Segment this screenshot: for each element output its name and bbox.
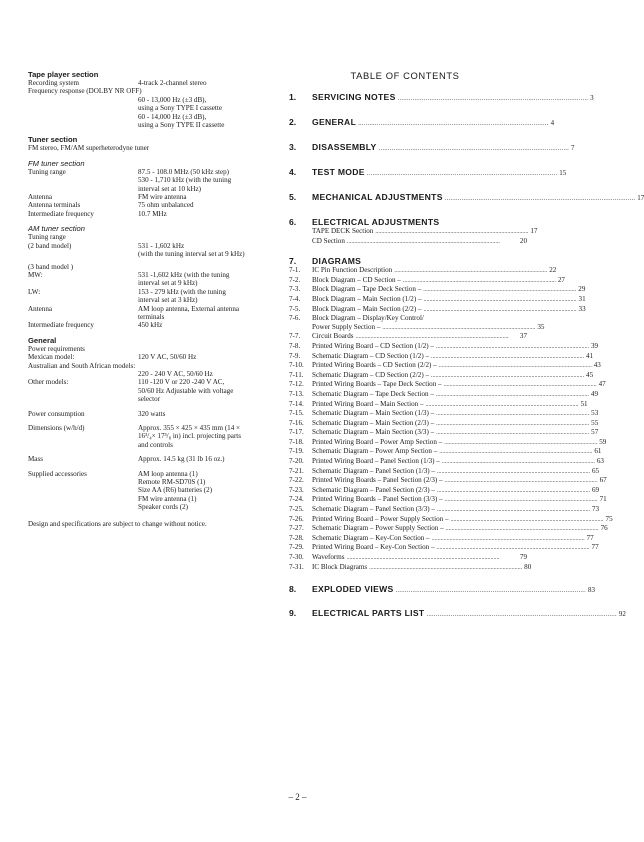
- toc-entry[interactable]: [289, 380, 606, 390]
- toc-entry[interactable]: [289, 361, 601, 371]
- entry-title: Block Diagram – CD Section –: [312, 275, 401, 284]
- toc-entry[interactable]: [289, 237, 527, 247]
- dot-leader: ......................................................................................................: [369, 564, 523, 571]
- toc-entry[interactable]: [289, 275, 565, 286]
- dot-leader: ......................................................................................................: [441, 459, 595, 466]
- entry-page: 79: [519, 553, 527, 561]
- toc-entry[interactable]: [289, 409, 599, 419]
- toc-entry[interactable]: [289, 351, 594, 362]
- spec-value: selector: [138, 395, 161, 404]
- entry-page: 33: [578, 304, 586, 313]
- chapter-number: 8.: [289, 584, 297, 595]
- spec-value: 220 - 240 V AC, 50/60 Hz: [138, 369, 213, 378]
- entry-title: Printed Wiring Boards – Tape Deck Section –: [312, 380, 442, 389]
- entry-title: Schematic Diagram – CD Section (2/2) –: [312, 370, 430, 379]
- toc-entry[interactable]: [289, 485, 600, 496]
- specifications-column: [28, 70, 278, 528]
- entry-page: 75: [605, 514, 613, 523]
- entry-number: 7-12.: [289, 380, 304, 389]
- entry-number: 7-24.: [289, 495, 304, 504]
- entry-page: 55: [591, 418, 599, 427]
- toc-entry[interactable]: [289, 514, 613, 525]
- entry-title: IC Pin Function Description: [312, 266, 393, 275]
- toc-entry[interactable]: [289, 399, 588, 410]
- entry-page: 43: [593, 361, 601, 370]
- tape-section-heading: Tape player section: [28, 70, 99, 79]
- entry-page: 47: [598, 380, 606, 389]
- toc-chapter[interactable]: [289, 92, 594, 104]
- entry-page: 59: [599, 437, 607, 446]
- toc-entry[interactable]: [289, 341, 599, 352]
- entry-page: 41: [586, 351, 594, 360]
- dot-leader: ......................................................................................................: [436, 420, 590, 427]
- toc-entry[interactable]: [289, 553, 527, 563]
- entry-title: Schematic Diagram – Tape Deck Section –: [312, 389, 434, 398]
- dot-leader: ......................................................................................................: [431, 535, 585, 542]
- chapter-title: DIAGRAMS: [312, 256, 362, 267]
- entry-number: 7-17.: [289, 428, 304, 437]
- chapter-number: 2.: [289, 117, 297, 127]
- spec-value: Size AA (R6) batteries (2): [138, 486, 213, 495]
- chapter-6-entries: [289, 227, 538, 246]
- dot-leader: ......................................................................................................: [346, 555, 500, 561]
- chapter-page: 92: [618, 610, 626, 619]
- dot-leader: ......................................................................................................: [423, 306, 577, 313]
- dot-leader: ......................................................................................................: [436, 487, 590, 494]
- toc-entry[interactable]: [289, 428, 599, 438]
- dot-leader: ......................................................................................................: [394, 268, 548, 275]
- spec-value: AM loop antenna, External antenna: [138, 304, 240, 313]
- toc-entry[interactable]: [289, 457, 604, 467]
- entry-number: 7-20.: [289, 457, 304, 466]
- spec-label: Australian and South African models:: [28, 361, 136, 370]
- spec-value: Speaker cords (2): [138, 503, 189, 512]
- entry-title: Block Diagram – Display/Key Control/: [312, 314, 424, 323]
- entry-page: 45: [586, 370, 594, 379]
- dot-leader: ......................................................................................................: [444, 478, 598, 485]
- spec-label: Other models:: [28, 378, 69, 387]
- entry-number: 7-18.: [289, 437, 304, 446]
- entry-number: 7-19.: [289, 447, 304, 456]
- entry-title: Schematic Diagram – Power Supply Section –: [312, 524, 444, 533]
- spec-value: Approx. 355 × 425 × 435 mm (14 ×: [138, 424, 241, 432]
- entry-title: TAPE DECK Section: [312, 227, 374, 235]
- entry-number: 7-27.: [289, 524, 304, 533]
- spec-value: 450 kHz: [138, 321, 163, 330]
- spec-value: 50/60 Hz Adjustable with voltage: [138, 386, 234, 395]
- entry-page: 80: [524, 562, 532, 571]
- spec-label: Mass: [28, 455, 43, 464]
- spec-value: 4-track 2-channel stereo: [138, 79, 207, 87]
- spec-value: 16³/₄× 17³/₈ in) incl. projecting parts: [138, 432, 242, 441]
- chapter-title: SERVICING NOTES: [312, 92, 396, 102]
- spec-value: and controls: [138, 440, 173, 449]
- entry-title: Power Supply Section –: [312, 322, 381, 331]
- spec-value: 87.5 - 108.0 MHz (50 kHz step): [138, 167, 230, 176]
- entry-page: 17: [530, 227, 538, 235]
- entry-title: Waveforms: [312, 553, 345, 561]
- entry-page: 57: [591, 428, 599, 437]
- spec-value: Approx. 14.5 kg (31 lb 16 oz.): [138, 455, 225, 464]
- entry-page: 20: [519, 236, 527, 245]
- entry-page: 39: [590, 341, 599, 350]
- dot-leader: ......................................................................................................: [450, 516, 604, 523]
- dot-leader: ......................................................................................................: [426, 612, 617, 619]
- spec-label: Power requirements: [28, 344, 85, 353]
- toc-chapter[interactable]: [289, 256, 527, 266]
- entry-title: Schematic Diagram – Key-Con Section –: [312, 533, 430, 542]
- entry-number: 7-21.: [289, 466, 304, 475]
- dot-leader: ......................................................................................................: [431, 353, 585, 360]
- chapter-title: EXPLODED VIEWS: [312, 584, 394, 595]
- dot-leader: ......................................................................................................: [346, 238, 500, 245]
- chapter-page: 17: [637, 194, 644, 202]
- chapter-title: ELECTRICAL ADJUSTMENTS: [312, 217, 440, 227]
- disclaimer-note: Design and specifications are subject to change without notice.: [28, 519, 207, 528]
- entry-page: 71: [599, 495, 607, 504]
- dot-leader: ......................................................................................................: [436, 468, 590, 475]
- entry-title: Printed Wiring Board – Key-Con Section –: [312, 543, 435, 552]
- entry-number: 7-30.: [289, 553, 304, 561]
- dot-leader: ......................................................................................................: [431, 372, 585, 379]
- spec-row: [28, 79, 278, 87]
- toc-chapter[interactable]: [289, 167, 567, 179]
- entry-page: 31: [578, 294, 586, 303]
- dot-leader: ......................................................................................................: [444, 439, 598, 446]
- chapter-page: 7: [571, 144, 575, 152]
- entry-page: 67: [599, 476, 607, 485]
- chapter-title: MECHANICAL ADJUSTMENTS: [312, 192, 443, 202]
- entry-number: 7-10.: [289, 361, 304, 370]
- entry-title: Block Diagram – Tape Deck Section –: [312, 285, 422, 294]
- toc-entry[interactable]: [289, 495, 607, 505]
- entry-page: 65: [591, 466, 600, 475]
- spec-value: 531 - 1,602 kHz: [138, 241, 185, 250]
- spec-value: using a Sony TYPE I cassette: [138, 104, 222, 113]
- entry-number: 7-7.: [289, 332, 301, 341]
- dot-leader: ......................................................................................................: [382, 324, 536, 331]
- toc-entry[interactable]: [289, 294, 586, 305]
- entry-title: Printed Wiring Boards – CD Section (2/2) –: [312, 361, 437, 370]
- entry-number: 7-25.: [289, 505, 304, 514]
- toc-entry[interactable]: [289, 524, 608, 534]
- entry-page: 53: [591, 409, 599, 418]
- entry-title: Printed Wiring Board – CD Section (1/2) –: [312, 341, 434, 350]
- dot-leader: ......................................................................................................: [402, 277, 556, 284]
- chapter-title: GENERAL: [312, 117, 357, 127]
- dot-leader: ......................................................................................................: [436, 430, 590, 437]
- dot-leader: ......................................................................................................: [444, 196, 636, 202]
- spec-label: MW:: [28, 270, 43, 279]
- spec-value: 153 - 279 kHz (with the tuning: [138, 287, 226, 296]
- chapter-page: 4: [550, 119, 555, 127]
- entry-number: 7-15.: [289, 409, 304, 418]
- spec-value: FM wire antenna (1): [138, 494, 197, 503]
- entry-title: Schematic Diagram – CD Section (1/2) –: [312, 351, 430, 360]
- tuner-section-heading: Tuner section: [28, 135, 78, 145]
- toc-entry[interactable]: [289, 466, 600, 477]
- spec-value: (with the tuning interval set at 9 kHz): [138, 250, 245, 259]
- am-tuner-heading: AM tuner section: [28, 224, 85, 234]
- spec-value: interval set at 10 kHz): [138, 184, 202, 193]
- toc-entry[interactable]: [289, 227, 538, 237]
- entry-number: 7-1.: [289, 266, 301, 275]
- general-section-heading: General: [28, 335, 57, 345]
- entry-number: 7-14.: [289, 399, 304, 408]
- spec-value: interval set at 3 kHz): [138, 296, 198, 305]
- toc-entry[interactable]: [289, 562, 532, 573]
- dot-leader: ......................................................................................................: [436, 545, 590, 552]
- dot-leader: ......................................................................................................: [444, 497, 598, 504]
- entry-number: 7-3.: [289, 285, 301, 294]
- entry-number: 7-8.: [289, 341, 301, 350]
- entry-number: 7-16.: [289, 418, 304, 427]
- entry-number: 7-2.: [289, 275, 301, 284]
- dot-leader: ......................................................................................................: [397, 96, 589, 102]
- dot-leader: ......................................................................................................: [378, 146, 570, 152]
- spec-value: 530 - 1,710 kHz (with the tuning: [138, 176, 232, 185]
- entry-number: 7-5.: [289, 304, 301, 313]
- entry-title: Schematic Diagram – Power Amp Section –: [312, 447, 438, 456]
- entry-number: 7-9.: [289, 351, 301, 360]
- toc-entry[interactable]: [289, 476, 607, 486]
- entry-number: 7-29.: [289, 543, 304, 552]
- entry-title: Schematic Diagram – Main Section (1/3) –: [312, 409, 435, 418]
- toc-entry[interactable]: [289, 543, 599, 553]
- chapter-title: TEST MODE: [312, 167, 365, 177]
- toc-entry[interactable]: [289, 437, 607, 448]
- spec-label: Antenna terminals: [28, 201, 81, 210]
- entry-title: Schematic Diagram – Main Section (2/3) –: [312, 418, 435, 427]
- entry-page: 63: [596, 457, 604, 466]
- toc-chapter[interactable]: [289, 142, 575, 154]
- entry-title: Printed Wiring Board – Power Supply Section –: [312, 514, 449, 523]
- entry-title: Circuit Boards: [312, 332, 354, 341]
- entry-title: Printed Wiring Boards – Panel Section (3/3) –: [312, 495, 443, 504]
- spec-value: Remote RM-SD70S (1): [138, 478, 206, 487]
- entry-title: Schematic Diagram – Panel Section (3/3) –: [312, 505, 435, 514]
- page-number: – 2 –: [288, 792, 307, 802]
- entry-number: 7-26.: [289, 514, 304, 523]
- entry-title: Block Diagram – Main Section (1/2) –: [312, 294, 422, 303]
- chapter-title: DISASSEMBLY: [312, 142, 377, 152]
- chapter-7-entries: [289, 266, 613, 572]
- chapter-number: 4.: [289, 167, 297, 177]
- spec-value: using a Sony TYPE II cassette: [138, 121, 225, 130]
- spec-label: LW:: [28, 287, 41, 296]
- entry-page: 49: [590, 389, 598, 398]
- dot-leader: ......................................................................................................: [358, 121, 549, 127]
- entry-page: 77: [591, 543, 599, 552]
- spec-value: FM stereo, FM/AM superheterodyne tuner: [28, 144, 150, 153]
- dot-leader: ......................................................................................................: [435, 391, 589, 398]
- chapter-page: 3: [590, 94, 594, 102]
- spec-label: Intermediate frequency: [28, 321, 94, 330]
- spec-label: Dimensions (w/h/d): [28, 424, 85, 432]
- entry-number: 7-13.: [289, 389, 304, 398]
- entry-page: 76: [600, 524, 608, 533]
- entry-title: Printed Wiring Boards – Panel Section (2/3) –: [312, 476, 443, 485]
- spec-label: Intermediate frequency: [28, 209, 94, 218]
- dot-leader: ......................................................................................................: [439, 449, 593, 456]
- spec-value: AM loop antenna (1): [138, 469, 198, 478]
- dot-leader: ......................................................................................................: [395, 588, 586, 595]
- spec-label: Antenna: [28, 304, 53, 313]
- entry-title: Printed Wiring Board – Panel Section (1/3) –: [312, 457, 440, 466]
- entry-title: IC Block Diagrams: [312, 562, 368, 571]
- toc-chapter[interactable]: [289, 192, 644, 204]
- dot-leader: ......................................................................................................: [436, 507, 590, 514]
- toc-entry[interactable]: [289, 285, 586, 295]
- toc-entry[interactable]: [289, 322, 545, 333]
- toc-entry[interactable]: [289, 266, 557, 276]
- entry-page: 69: [591, 485, 600, 494]
- dot-leader: ......................................................................................................: [445, 526, 599, 533]
- entry-page: 22: [549, 266, 557, 275]
- entry-number: 7-4.: [289, 294, 301, 303]
- spec-label: Recording system: [28, 79, 80, 87]
- entry-title: Block Diagram – Main Section (2/2) –: [312, 304, 422, 313]
- spec-value: 531 -1,602 kHz (with the tuning: [138, 270, 230, 279]
- spec-value: FM wire antenna: [138, 193, 187, 202]
- chapter-title: ELECTRICAL PARTS LIST: [312, 608, 425, 619]
- toc-entry[interactable]: [289, 314, 527, 323]
- dot-leader: ......................................................................................................: [375, 229, 529, 235]
- toc-entry[interactable]: [289, 389, 598, 400]
- toc-entry[interactable]: [289, 533, 594, 544]
- spec-value: 320 watts: [138, 409, 166, 418]
- entry-page: 29: [578, 285, 586, 294]
- spec-value: 10.7 MHz: [138, 209, 167, 218]
- toc-entry[interactable]: [289, 418, 599, 429]
- chapter-number: 9.: [289, 608, 297, 619]
- entry-page: 51: [580, 399, 588, 408]
- entry-page: 61: [594, 447, 602, 456]
- chapter-number: 3.: [289, 142, 297, 152]
- spec-label: Antenna: [28, 193, 53, 202]
- spec-value: 120 V AC, 50/60 Hz: [138, 353, 197, 362]
- dot-leader: ......................................................................................................: [425, 401, 579, 408]
- chapter-page: 83: [588, 586, 595, 595]
- entry-page: 77: [586, 533, 594, 542]
- fm-tuner-heading: FM tuner section: [28, 158, 85, 168]
- dot-leader: ......................................................................................................: [435, 343, 589, 350]
- spec-label: Power consumption: [28, 409, 85, 418]
- spec-label: Tuning range: [28, 167, 66, 176]
- entry-title: Schematic Diagram – Main Section (3/3) –: [312, 428, 435, 437]
- spec-value: 110 -120 V or 220 -240 V AC,: [138, 378, 225, 387]
- chapter-number: 7.: [289, 256, 297, 267]
- spec-label: Supplied accessories: [28, 469, 87, 478]
- entry-title: Printed Wiring Board – Power Amp Section –: [312, 437, 443, 446]
- toc-entry[interactable]: [289, 447, 602, 457]
- entry-number: 7-23.: [289, 485, 304, 494]
- toc-entry[interactable]: [289, 370, 594, 381]
- entry-number: 7-11.: [289, 370, 304, 379]
- chapter-number: 5.: [289, 192, 297, 202]
- entry-page: 37: [519, 332, 527, 341]
- chapter-number: 6.: [289, 217, 297, 227]
- chapter-number: 1.: [289, 92, 297, 102]
- spec-value: 60 - 14,000 Hz (±3 dB),: [138, 112, 207, 121]
- dot-leader: ......................................................................................................: [436, 411, 590, 418]
- spec-value: terminals: [138, 312, 165, 321]
- spec-label: Tuning range: [28, 233, 66, 242]
- toc-title: TABLE OF CONTENTS: [350, 70, 460, 81]
- entry-page: 35: [537, 322, 545, 331]
- toc-chapter[interactable]: [289, 217, 527, 227]
- entry-title: CD Section: [312, 236, 345, 245]
- dot-leader: ......................................................................................................: [443, 382, 597, 389]
- spec-label: Mexican model:: [28, 353, 75, 362]
- entry-title: Printed Wiring Board – Main Section –: [312, 399, 424, 408]
- toc-entry[interactable]: [289, 332, 527, 342]
- entry-page: 27: [557, 275, 565, 284]
- table-of-contents: [289, 70, 644, 620]
- entry-number: 7-22.: [289, 476, 304, 485]
- dot-leader: ......................................................................................................: [423, 287, 577, 294]
- entry-title: Schematic Diagram – Panel Section (1/3) –: [312, 466, 435, 475]
- entry-number: 7-28.: [289, 533, 304, 542]
- toc-chapter[interactable]: [289, 117, 555, 129]
- entry-number: 7-6.: [289, 314, 301, 323]
- entry-number: 7-31.: [289, 562, 304, 571]
- spec-value: 75 ohm unbalanced: [138, 201, 194, 210]
- chapter-page: 15: [559, 169, 567, 177]
- toc-chapter[interactable]: [289, 608, 626, 620]
- toc-entry[interactable]: [289, 505, 600, 515]
- dot-leader: ......................................................................................................: [366, 171, 558, 177]
- dot-leader: ......................................................................................................: [423, 296, 577, 303]
- spec-value: 60 - 13,000 Hz (±3 dB),: [138, 95, 207, 104]
- dot-leader: ......................................................................................................: [438, 363, 592, 370]
- toc-entry[interactable]: [289, 304, 586, 315]
- entry-page: 73: [591, 505, 600, 514]
- spec-value: interval set at 9 kHz): [138, 279, 198, 288]
- spec-label: (2 band model): [28, 241, 72, 250]
- spec-label: (3 band model ): [28, 262, 74, 271]
- spec-label: Frequency response (DOLBY NR OFF): [28, 87, 142, 96]
- entry-title: Schematic Diagram – Panel Section (2/3) –: [312, 485, 435, 494]
- toc-chapter[interactable]: [289, 584, 595, 596]
- dot-leader: ......................................................................................................: [355, 334, 509, 341]
